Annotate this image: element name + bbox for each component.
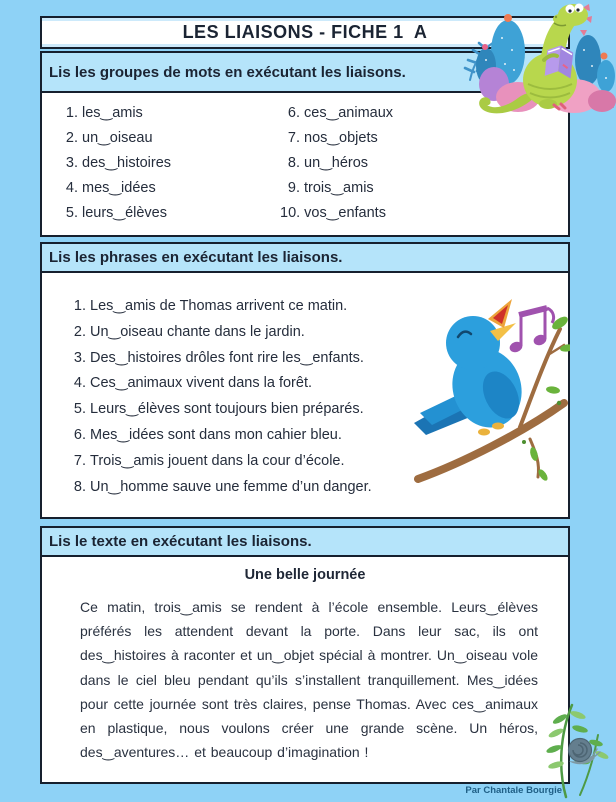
section-header-label: Lis les phrases en exécutant les liaisons. (49, 249, 343, 266)
item-number: 5. (73, 401, 86, 418)
item-text: Un‿oiseau chante dans le jardin. (90, 323, 305, 340)
item-text: Les‿amis de Thomas arrivent ce matin. (90, 298, 348, 314)
item-number: 3. (73, 349, 86, 366)
item-number: 2. (65, 130, 78, 146)
item-number: 7. (73, 452, 86, 469)
story-title: Une belle journée (244, 567, 366, 583)
item-text: Ces‿animaux vivent dans la forêt. (90, 375, 313, 392)
item-text: Leurs‿élèves sont toujours bien préparés. (90, 401, 364, 418)
list-item (58, 176, 280, 201)
item-number: 9. (287, 180, 300, 196)
item-number: 10. (280, 205, 301, 221)
list-item (280, 176, 568, 201)
item-number: 8. (73, 478, 86, 495)
item-text: Trois‿amis jouent dans la cour d’école. (90, 452, 345, 469)
item-number: 2. (73, 323, 86, 340)
item-text: vos‿enfants (304, 205, 386, 221)
item-text: les‿amis (82, 105, 143, 121)
list-item (58, 101, 280, 126)
item-number: 3. (65, 155, 78, 171)
item-number: 8. (287, 155, 300, 171)
item-text: nos‿objets (304, 130, 378, 146)
story-body: Ce matin, trois‿amis se rendent à l’école ensemble. Leurs‿élèves préférés les attendent devant la porte. Dans leur sac, ils ont des‿histoires à raconter et un‿objet spécial à montrer. Un‿oiseau vole dans le ciel bleu pendant qu’ils s’installent tranquillement. Mes‿idées pour cette journée sont très claires, pense Thomas. Avec ces‿animaux en plastique, nous voulons créer une grande scène. Un héros, des‿aventures… et beaucoup d’imagination ! (80, 599, 538, 761)
item-text: un‿héros (304, 155, 369, 171)
item-number: 4. (73, 375, 86, 392)
bird-icon (414, 299, 532, 437)
list-item (58, 126, 280, 151)
author-credit: Par Chantale Bourgie (465, 785, 562, 796)
word-list-column-1 (58, 101, 280, 226)
item-number: 7. (287, 130, 300, 146)
list-item (280, 151, 568, 176)
section-header-label: Lis le texte en exécutant les liaisons. (49, 533, 312, 550)
item-text: un‿oiseau (82, 130, 153, 146)
list-item (58, 201, 280, 226)
bird-illustration (412, 291, 570, 486)
item-number: 4. (65, 180, 78, 196)
item-text: ces‿animaux (304, 105, 394, 121)
item-text: mes‿idées (82, 180, 156, 196)
music-note-icon (508, 306, 553, 354)
list-item (280, 201, 568, 226)
item-text: Mes‿idées sont dans mon cahier bleu. (90, 426, 342, 443)
item-number: 6. (287, 105, 300, 121)
section-header-label: Lis les groupes de mots en exécutant les liaisons. (49, 63, 406, 81)
list-item (280, 126, 568, 151)
item-number: 6. (73, 426, 86, 443)
reading-text-box (40, 555, 570, 784)
section-header-text (40, 526, 570, 557)
page-title: LES LIAISONS - FICHE 1 A (182, 22, 428, 42)
item-text: leurs‿élèves (82, 205, 167, 221)
item-text: des‿histoires (82, 155, 172, 171)
item-number: 1. (65, 105, 78, 121)
section-header-sentences (40, 242, 570, 273)
item-number: 1. (73, 298, 86, 314)
plant-snail-illustration (536, 699, 614, 799)
list-item (58, 151, 280, 176)
item-text: Des‿histoires drôles font rire les‿enfants. (90, 349, 364, 366)
item-number: 5. (65, 205, 78, 221)
item-text: Un‿homme sauve une femme d’un danger. (90, 478, 372, 495)
item-text: trois‿amis (304, 180, 374, 196)
dinosaur-reading-illustration (456, 0, 616, 120)
